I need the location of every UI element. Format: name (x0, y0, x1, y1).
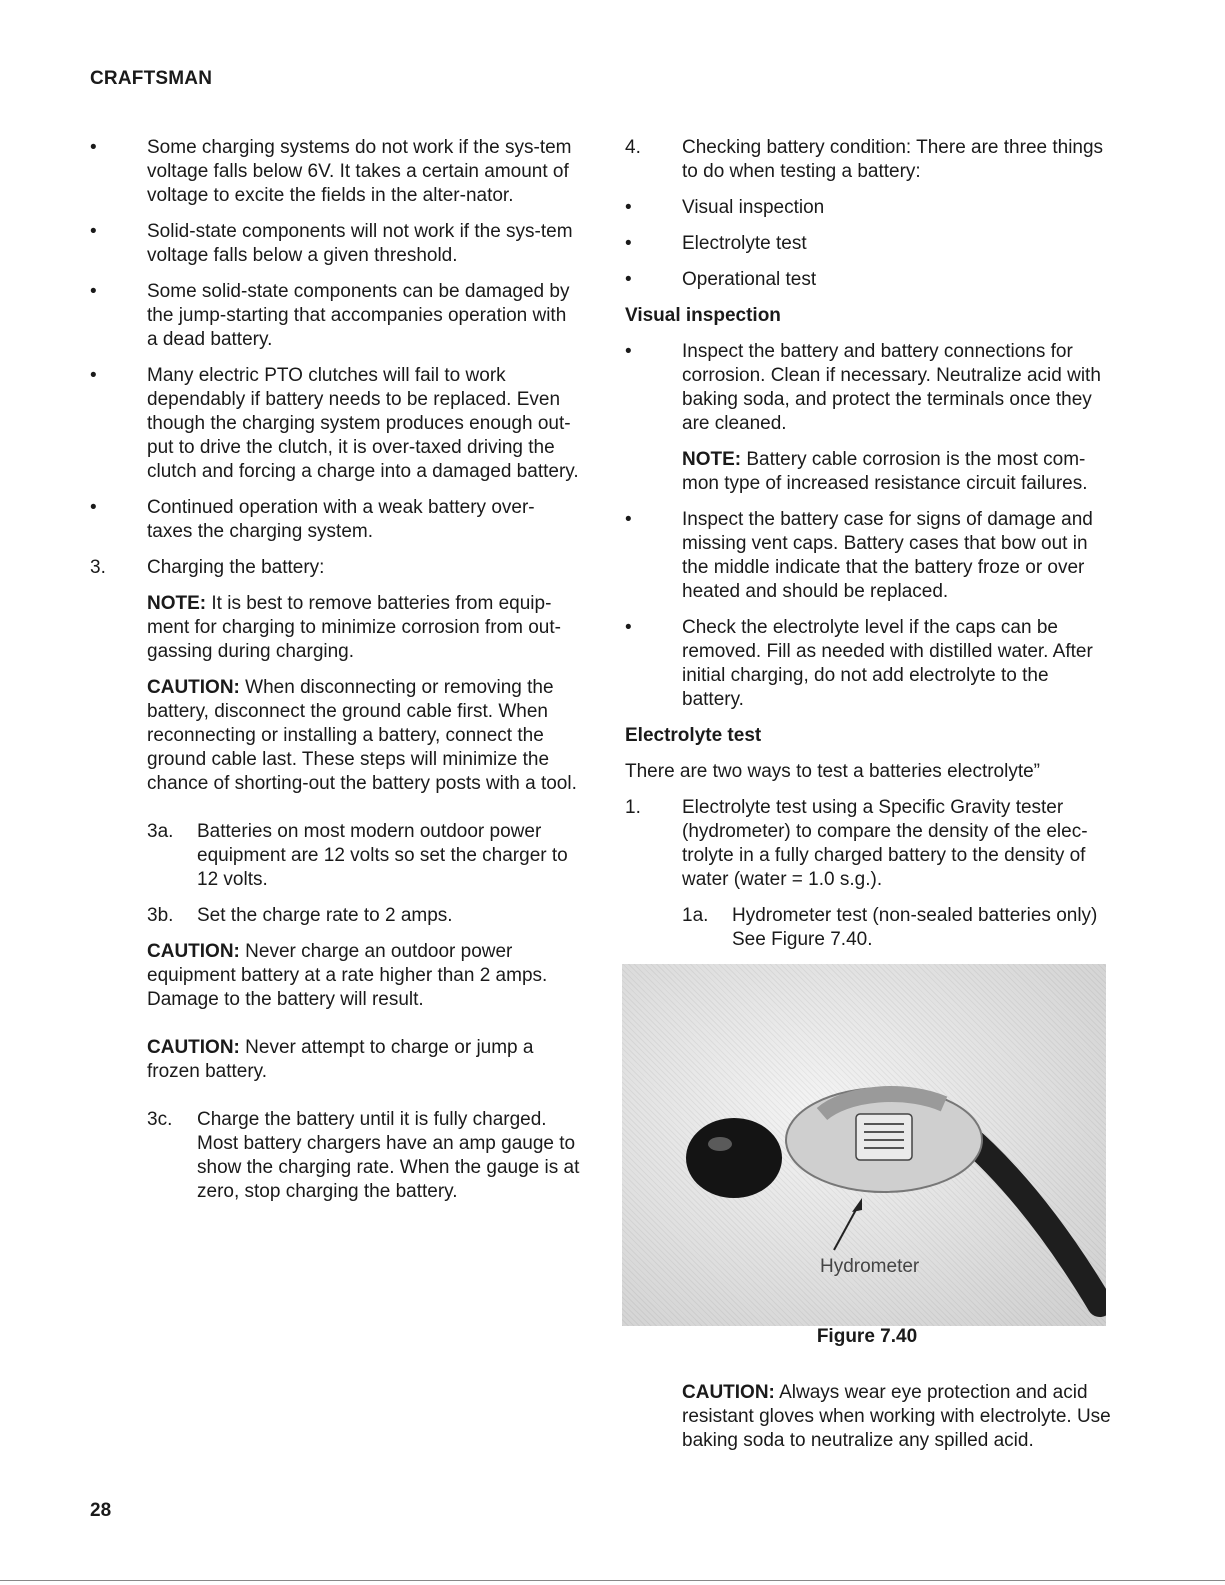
note-corrosion (682, 448, 1113, 496)
hydrometer-bulb (686, 1118, 782, 1198)
caution-label: CAUTION: (147, 677, 240, 698)
list-item (625, 508, 1113, 604)
list-item (90, 364, 580, 484)
caution-text: Never charge an outdoor power equipment battery at a rate higher than 2 amps. Damage to the battery will result. (147, 941, 548, 1010)
step-3c (147, 1108, 580, 1204)
list-item (90, 136, 580, 208)
caution-label: CAUTION: (682, 1382, 775, 1403)
step-e1a (682, 904, 1113, 952)
step-3b (147, 904, 580, 928)
bullet-marker: • (90, 281, 97, 302)
step-text: Electrolyte test using a Specific Gravity tester (hydrometer) to compare the density of the elec-trolyte in a fully charged battery to the density of water (water = 1.0 s.g.). (682, 797, 1088, 890)
pointer-arrow (834, 1206, 858, 1250)
caution-frozen (147, 1036, 580, 1084)
page-header: CRAFTSMAN (90, 68, 213, 89)
bottom-rule (0, 1580, 1225, 1581)
step-text: Charging the battery: (147, 557, 325, 578)
step-number: 3a. (147, 821, 174, 842)
hydrometer-photo (622, 964, 1106, 1326)
hydrometer-label-plate (856, 1114, 912, 1160)
bullet-marker: • (90, 221, 97, 242)
list-item (90, 280, 580, 352)
bullet-text: Check the electrolyte level if the caps can be removed. Fill as needed with distilled water. After initial charging, do not add electrolyte to the battery. (682, 617, 1093, 710)
step-text: Batteries on most modern outdoor power equipment are 12 volts so set the charger to 12 volts. (197, 821, 568, 890)
left-column (90, 136, 580, 1216)
section-heading-visual: Visual inspection (625, 305, 781, 326)
bullet-text: Continued operation with a weak battery over-taxes the charging system. (147, 497, 535, 542)
bullet-marker: • (625, 233, 632, 254)
caution-electrolyte (682, 1381, 1112, 1453)
page-number: 28 (90, 1500, 112, 1521)
bullet-marker: • (90, 497, 97, 518)
caution-label: CAUTION: (147, 941, 240, 962)
step-text: Checking battery condition: There are three things to do when testing a battery: (682, 137, 1104, 182)
caution-charge-rate (147, 940, 580, 1012)
step-e1 (625, 796, 1113, 892)
bullet-marker: • (625, 197, 632, 218)
caution-label: CAUTION: (147, 1037, 240, 1058)
bullet-text: Operational test (682, 269, 817, 290)
caution-text: When disconnecting or removing the battery, disconnect the ground cable first. When reconnecting or installing a battery, connect the ground cable last. These steps will minimize the chance of shorting-out the battery posts with a tool. (147, 677, 577, 794)
bullet-marker: • (625, 269, 632, 290)
hydrometer-illustration (622, 964, 1106, 1326)
section-heading-electrolyte: Electrolyte test (625, 725, 762, 746)
bullet-text: Solid-state components will not work if the sys-tem voltage falls below a given threshold. (147, 221, 573, 266)
caution-text: Always wear eye protection and acid resistant gloves when working with electrolyte. Use baking soda to neutralize any spilled acid. (682, 1382, 1111, 1451)
caution-text: Never attempt to charge or jump a frozen battery. (147, 1037, 534, 1082)
bullet-text: Many electric PTO clutches will fail to work dependably if battery needs to be replaced. Even though the charging system produces enough out-put to drive the clutch, it is over-taxed driving the clutch and forcing a charge into a damaged battery. (147, 365, 579, 482)
note-label: NOTE: (682, 449, 742, 470)
step-text: Charge the battery until it is fully charged. Most battery chargers have an amp gauge to show the charging rate. When the gauge is at zero, stop charging the battery. (197, 1109, 580, 1202)
list-item (625, 616, 1113, 712)
step-number: 4. (625, 137, 641, 158)
list-item (90, 496, 580, 544)
note-text: It is best to remove batteries from equip-ment for charging to minimize corrosion from out-gassing during charging. (147, 593, 561, 662)
right-column (625, 136, 1113, 964)
step-text: Hydrometer test (non-sealed batteries only) See Figure 7.40. (732, 905, 1098, 950)
list-item (625, 196, 1113, 220)
step-number: 3. (90, 557, 106, 578)
note-text: Battery cable corrosion is the most com-mon type of increased resistance circuit failures. (682, 449, 1088, 494)
list-item (90, 220, 580, 268)
bullet-text: Inspect the battery and battery connections for corrosion. Clean if necessary. Neutralize acid with baking soda, and protect the terminals once they are cleaned. (682, 341, 1101, 434)
bullet-marker: • (90, 365, 97, 386)
step-number: 1. (625, 797, 641, 818)
figure-label: Hydrometer (820, 1256, 920, 1277)
list-item (625, 340, 1113, 436)
step-number: 1a. (682, 905, 709, 926)
step-text: Set the charge rate to 2 amps. (197, 905, 453, 926)
step-number: 3c. (147, 1109, 173, 1130)
step-3a (147, 820, 580, 892)
bullet-text: Visual inspection (682, 197, 825, 218)
step-number: 3b. (147, 905, 174, 926)
bullet-marker: • (625, 341, 632, 362)
figure-caption: Figure 7.40 (816, 1326, 918, 1347)
list-item (625, 268, 1113, 292)
step-4 (625, 136, 1113, 184)
list-item (625, 232, 1113, 256)
note-label: NOTE: (147, 593, 207, 614)
bullet-text: Electrolyte test (682, 233, 807, 254)
bullet-text: Some charging systems do not work if the sys-tem voltage falls below 6V. It takes a certain amount of voltage to excite the fields in the alter-nator. (147, 137, 572, 206)
bullet-marker: • (625, 617, 632, 638)
note-charging (147, 592, 580, 664)
caution-disconnect (147, 676, 580, 796)
bullet-marker: • (625, 509, 632, 530)
bullet-text: Inspect the battery case for signs of damage and missing vent caps. Battery cases that bow out in the middle indicate that the battery froze or over heated and should be replaced. (682, 509, 1093, 602)
bullet-marker: • (90, 137, 97, 158)
bullet-text: Some solid-state components can be damaged by the jump-starting that accompanies operation with a dead battery. (147, 281, 570, 350)
electrolyte-intro: There are two ways to test a batteries electrolyte” (625, 761, 1041, 782)
step-3 (90, 556, 580, 580)
